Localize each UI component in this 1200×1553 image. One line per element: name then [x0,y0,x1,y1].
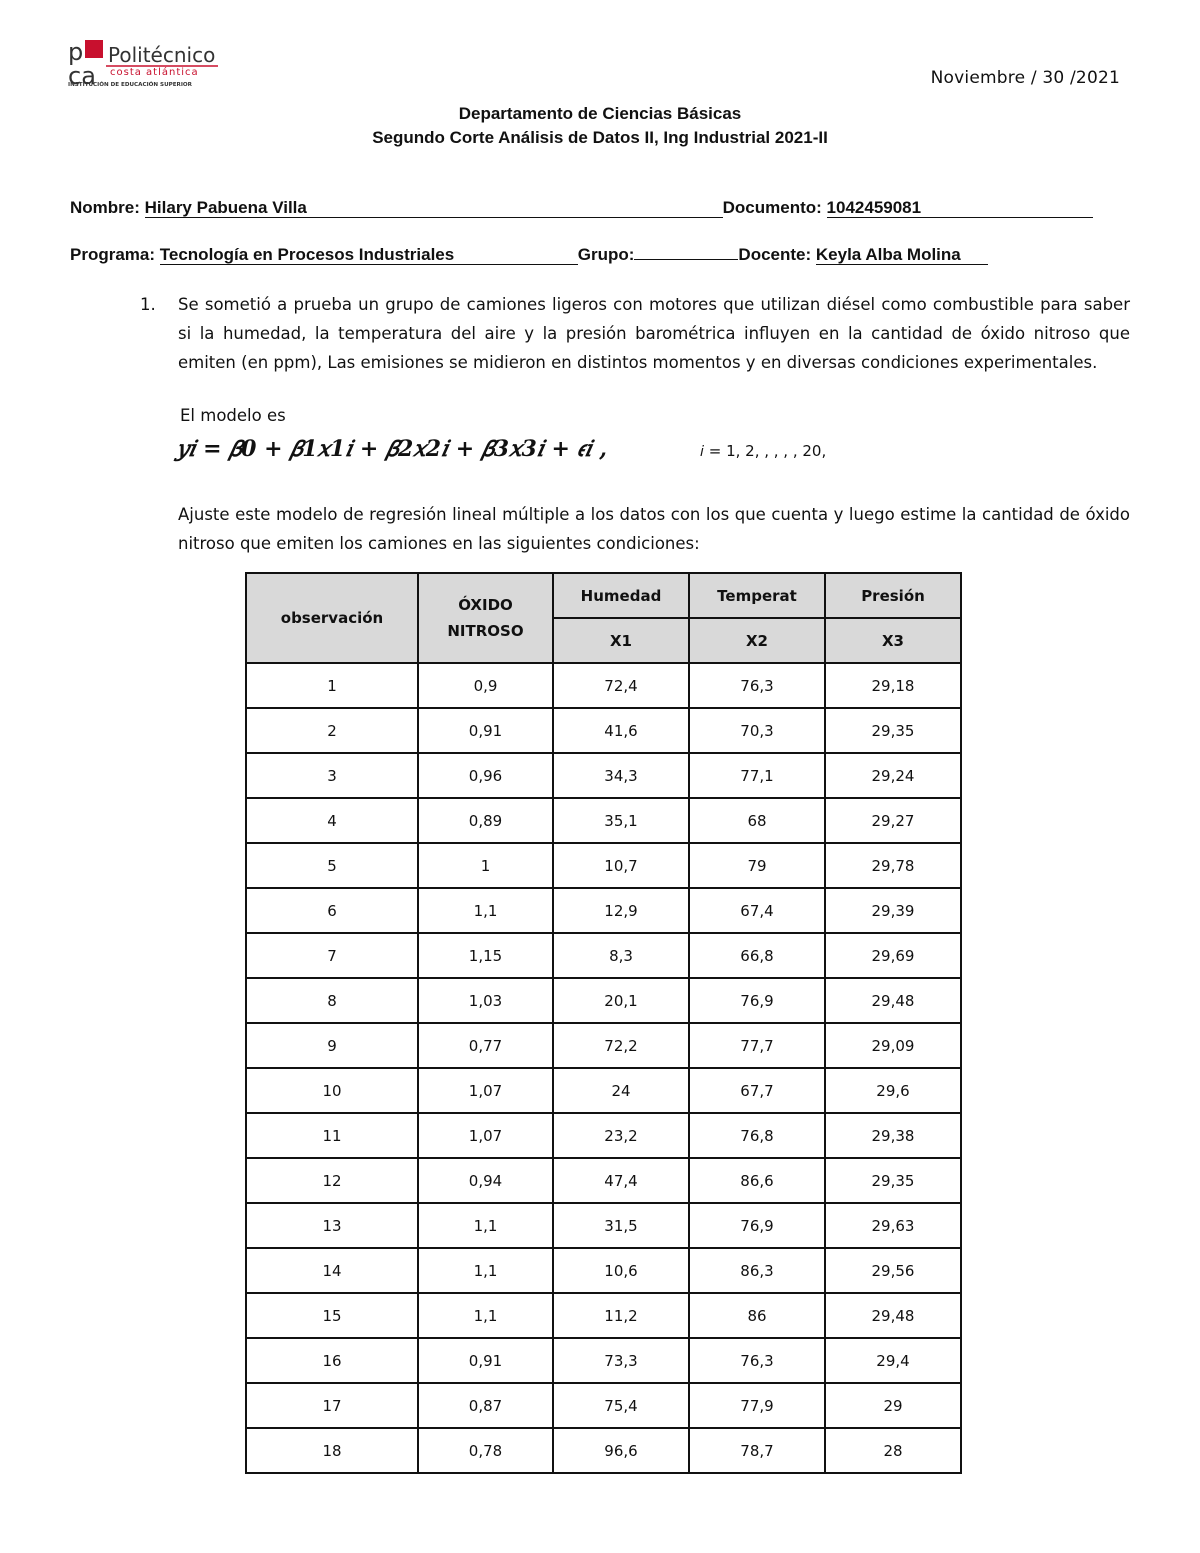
cell-oxido: 0,9 [418,663,553,708]
cell-x3: 29,38 [825,1113,961,1158]
cell-x2: 76,8 [689,1113,825,1158]
header-oxido-line2: NITROSO [447,622,524,640]
cell-x1: 41,6 [553,708,689,753]
cell-x1: 10,6 [553,1248,689,1293]
model-label: El modelo es [180,406,286,425]
cell-x2: 86 [689,1293,825,1338]
student-name-row [70,198,1093,218]
cell-oxido: 1,1 [418,888,553,933]
cell-observation: 4 [246,798,418,843]
header-presion: Presión [825,573,961,618]
table-row [246,1293,961,1338]
table-row [246,888,961,933]
cell-x3: 29,35 [825,1158,961,1203]
cell-x1: 47,4 [553,1158,689,1203]
teacher-field [816,246,988,265]
name-value: Hilary Pabuena Villa [144,198,307,217]
cell-x1: 10,7 [553,843,689,888]
cell-x1: 23,2 [553,1113,689,1158]
cell-oxido: 1,07 [418,1068,553,1113]
cell-oxido: 0,91 [418,1338,553,1383]
cell-x2: 78,7 [689,1428,825,1473]
cell-x3: 29,48 [825,978,961,1023]
formula-index: 𝑖 = 1, 2, , , , , 20, [700,442,827,460]
header-humedad: Humedad [553,573,689,618]
cell-x2: 76,3 [689,663,825,708]
cell-x3: 29,09 [825,1023,961,1068]
cell-x2: 70,3 [689,708,825,753]
cell-x3: 29,6 [825,1068,961,1113]
table-row [246,978,961,1023]
cell-x3: 28 [825,1428,961,1473]
cell-x2: 86,6 [689,1158,825,1203]
data-table [245,572,962,1474]
cell-x3: 29,78 [825,843,961,888]
cell-x1: 31,5 [553,1203,689,1248]
group-field [634,259,738,260]
table-row [246,1248,961,1293]
cell-observation: 9 [246,1023,418,1068]
cell-x3: 29,69 [825,933,961,978]
cell-x1: 11,2 [553,1293,689,1338]
header-x1: X1 [553,618,689,663]
cell-x3: 29,56 [825,1248,961,1293]
cell-x2: 76,3 [689,1338,825,1383]
cell-x2: 86,3 [689,1248,825,1293]
cell-oxido: 0,94 [418,1158,553,1203]
cell-x1: 72,2 [553,1023,689,1068]
doc-field [827,199,1093,218]
cell-x3: 29,63 [825,1203,961,1248]
cell-x3: 29,24 [825,753,961,798]
cell-x1: 35,1 [553,798,689,843]
group-label: Grupo: [577,245,635,264]
header-x2: X2 [689,618,825,663]
logo-subtitle: costa atlántica [110,67,199,78]
cell-x3: 29,35 [825,708,961,753]
cell-observation: 10 [246,1068,418,1113]
logo-tagline: INSTITUCIÓN DE EDUCACIÓN SUPERIOR [68,82,192,88]
cell-oxido: 1,1 [418,1248,553,1293]
cell-observation: 11 [246,1113,418,1158]
doc-value: 1042459081 [826,198,922,217]
cell-oxido: 0,96 [418,753,553,798]
cell-observation: 15 [246,1293,418,1338]
table-row [246,1068,961,1113]
header-temperat: Temperat [689,573,825,618]
cell-x2: 76,9 [689,1203,825,1248]
svg-text:p: p [68,38,84,66]
cell-observation: 12 [246,1158,418,1203]
program-row [70,245,988,265]
program-value: Tecnología en Procesos Industriales [159,245,455,264]
cell-x2: 67,4 [689,888,825,933]
table-row [246,843,961,888]
cell-x1: 24 [553,1068,689,1113]
table-row [246,708,961,753]
cell-observation: 7 [246,933,418,978]
table-row [246,1113,961,1158]
institution-logo [68,36,228,88]
cell-x2: 67,7 [689,1068,825,1113]
teacher-value: Keyla Alba Molina [815,245,961,264]
table-row [246,1428,961,1473]
cell-x2: 79 [689,843,825,888]
question-1 [140,290,1130,377]
cell-x2: 76,9 [689,978,825,1023]
cell-x3: 29,39 [825,888,961,933]
logo-name: Politécnico [108,43,216,67]
cell-oxido: 1,15 [418,933,553,978]
cell-oxido: 1,1 [418,1203,553,1248]
table-row [246,1383,961,1428]
program-label: Programa: [70,245,156,264]
cell-oxido: 0,87 [418,1383,553,1428]
document-date: Noviembre / 30 /2021 [930,68,1120,88]
table-row [246,798,961,843]
cell-observation: 2 [246,708,418,753]
table-body [246,663,961,1473]
program-field [160,246,578,265]
cell-x1: 72,4 [553,663,689,708]
instruction-text: Ajuste este modelo de regresión lineal múltiple a los datos con los que cuenta y luego estime la cantidad de óxido nitroso que emiten los camiones en las siguientes condiciones: [178,505,1130,553]
teacher-label: Docente: [738,245,812,264]
cell-x3: 29 [825,1383,961,1428]
table-row [246,933,961,978]
cell-x2: 68 [689,798,825,843]
title-line-2: Segundo Corte Análisis de Datos II, Ing Industrial 2021-II [372,128,828,147]
name-label: Nombre: [70,198,140,217]
cell-oxido: 0,89 [418,798,553,843]
question-number: 1. [140,295,156,314]
cell-oxido: 1,03 [418,978,553,1023]
header-observation: observación [246,573,418,663]
cell-observation: 14 [246,1248,418,1293]
cell-oxido: 1 [418,843,553,888]
document-title [0,102,1200,150]
table-row [246,1023,961,1068]
svg-text:ca: ca [68,62,96,88]
header-oxido-line1: ÓXIDO [458,596,513,614]
cell-x3: 29,4 [825,1338,961,1383]
table-row [246,1158,961,1203]
cell-x3: 29,48 [825,1293,961,1338]
cell-oxido: 1,1 [418,1293,553,1338]
header-oxido [418,573,553,663]
cell-x1: 75,4 [553,1383,689,1428]
cell-x2: 66,8 [689,933,825,978]
cell-observation: 13 [246,1203,418,1248]
cell-oxido: 0,77 [418,1023,553,1068]
cell-x2: 77,7 [689,1023,825,1068]
cell-observation: 16 [246,1338,418,1383]
name-field [145,199,723,218]
cell-x1: 20,1 [553,978,689,1023]
table-row [246,1203,961,1248]
regression-formula: 𝑦𝑖 = 𝛽0 + 𝛽1𝑥1𝑖 + 𝛽2𝑥2𝑖 + 𝛽3𝑥3𝑖 + 𝜖𝑖 , [176,436,607,462]
cell-oxido: 0,78 [418,1428,553,1473]
cell-x3: 29,18 [825,663,961,708]
cell-observation: 17 [246,1383,418,1428]
cell-observation: 3 [246,753,418,798]
cell-oxido: 1,07 [418,1113,553,1158]
header-x3: X3 [825,618,961,663]
cell-observation: 1 [246,663,418,708]
title-line-1: Departamento de Ciencias Básicas [458,104,742,123]
doc-label: Documento: [722,198,822,217]
cell-x1: 96,6 [553,1428,689,1473]
table-row [246,753,961,798]
table-row [246,663,961,708]
cell-x1: 73,3 [553,1338,689,1383]
cell-observation: 6 [246,888,418,933]
cell-observation: 8 [246,978,418,1023]
cell-x2: 77,1 [689,753,825,798]
cell-x1: 8,3 [553,933,689,978]
table-row [246,1338,961,1383]
cell-x3: 29,27 [825,798,961,843]
cell-observation: 18 [246,1428,418,1473]
cell-observation: 5 [246,843,418,888]
cell-x2: 77,9 [689,1383,825,1428]
cell-x1: 34,3 [553,753,689,798]
cell-x1: 12,9 [553,888,689,933]
cell-oxido: 0,91 [418,708,553,753]
question-text: Se sometió a prueba un grupo de camiones ligeros con motores que utilizan diésel como combustible para saber si la humedad, la temperatura del aire y la presión barométrica influyen en la cantidad de óxido nitroso que emiten (en ppm), Las emisiones se midieron en distintos momentos y en diversas condiciones experimentales. [178,295,1130,372]
